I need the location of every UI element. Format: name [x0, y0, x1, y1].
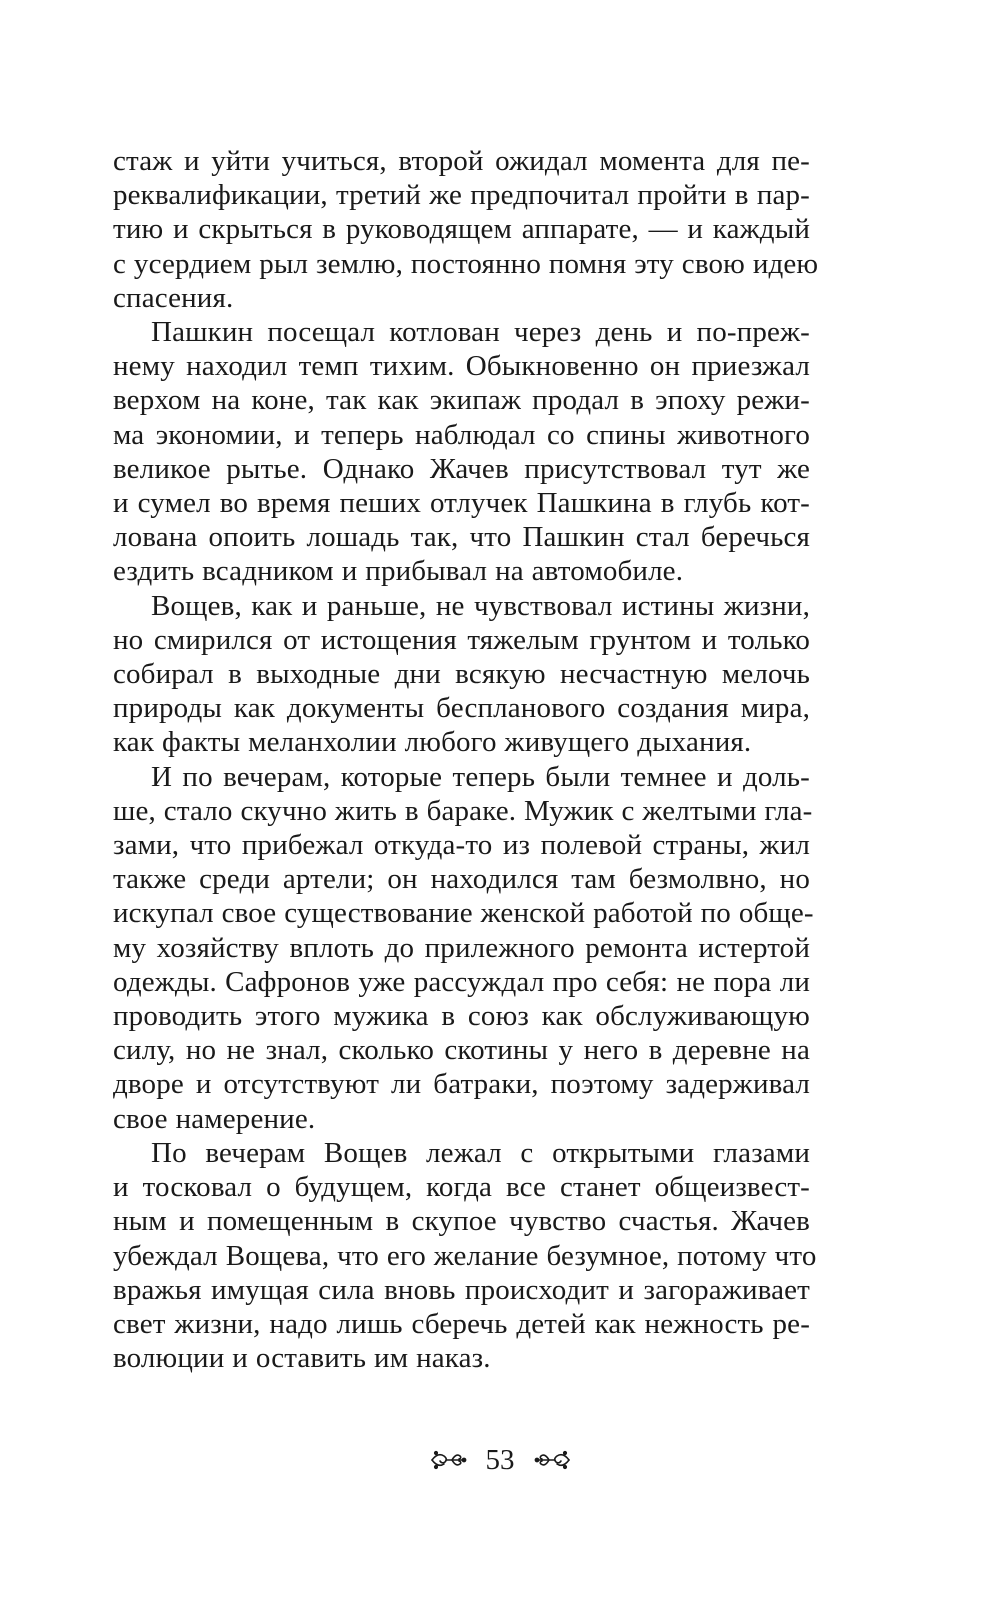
paragraph: [113, 315, 810, 589]
text-line: и тосковал о будущем, когда все станет общеизвест-: [113, 1171, 810, 1204]
page-footer: [0, 1440, 1000, 1480]
text-line: свет жизни, надо лишь сберечь детей как нежность ре-: [113, 1307, 810, 1340]
text-line: ездить всадником и прибывал на автомобиле.: [113, 555, 684, 588]
text-line: ным и помещенным в скупое чувство счастья. Жачев: [113, 1205, 810, 1238]
text-line: ше, стало скучно жить в бараке. Мужик с желтыми гла-: [113, 794, 813, 827]
fleuron-left-icon: [428, 1447, 468, 1473]
text-line: реквалификации, третий же предпочитал пройти в пар-: [113, 179, 810, 212]
paragraph: [113, 1136, 817, 1375]
text-line: также среди артели; он находился там безмолвно, но: [113, 863, 810, 896]
text-line: тию и скрыться в руководящем аппарате, — и каждый: [113, 213, 810, 246]
text-line: проводить этого мужика в союз как обслуживающую: [113, 1000, 810, 1033]
text-line: спасения.: [113, 281, 234, 314]
text-line: природы как документы беспланового создания мира,: [113, 692, 810, 725]
text-line: ма экономии, и теперь наблюдал со спины животного: [113, 418, 810, 451]
page-number: 53: [485, 1443, 515, 1476]
text-line: И по вечерам, которые теперь были темнее и доль-: [151, 760, 810, 793]
text-line: с усердием рыл землю, постоянно помня эту свою идею: [113, 247, 819, 280]
text-line: Пашкин посещал котлован через день и по-преж-: [151, 316, 810, 349]
text-line: зами, что прибежал откуда-то из полевой страны, жил: [113, 829, 810, 862]
text-line: лована опоить лошадь так, что Пашкин стал беречься: [113, 521, 810, 554]
text-line: нему находил темп тихим. Обыкновенно он приезжал: [113, 350, 810, 383]
fleuron-right-icon: [533, 1447, 573, 1473]
text-line: искупал свое существование женской работой по обще-: [113, 897, 814, 930]
text-line: и сумел во время пеших отлучек Пашкина в глубь кот-: [113, 487, 810, 520]
text-line: одежды. Сафронов уже рассуждал про себя: не пора ли: [113, 965, 810, 998]
text-line: собирал в выходные дни всякую несчастную мелочь: [113, 658, 810, 691]
text-line: дворе и отсутствуют ли батраки, поэтому задерживал: [113, 1068, 810, 1101]
text-line: свое намерение.: [113, 1102, 316, 1135]
text-line: силу, но не знал, сколько скотины у него в деревне на: [113, 1034, 810, 1067]
text-line: убеждал Вощева, что его желание безумное, потому что: [113, 1239, 817, 1272]
text-line: но смирился от истощения тяжелым грунтом и только: [113, 623, 810, 656]
text-line: Вощев, как и раньше, не чувствовал истины жизни,: [151, 589, 810, 622]
text-line: стаж и уйти учиться, второй ожидал момента для пе-: [113, 145, 810, 177]
text-line: как факты меланхолии любого живущего дыхания.: [113, 726, 752, 759]
text-line: верхом на коне, так как экипаж продал в эпоху режи-: [113, 384, 810, 417]
paragraph: [113, 589, 810, 760]
text-line: великое рытье. Однако Жачев присутствовал тут же: [113, 452, 810, 485]
text-line: вражья имущая сила вновь происходит и загораживает: [113, 1273, 810, 1306]
text-line: По вечерам Вощев лежал с открытыми глазами: [151, 1136, 810, 1169]
page-text: [113, 144, 819, 1375]
paragraph: [113, 760, 814, 1136]
text-line: волюции и оставить им наказ.: [113, 1342, 491, 1375]
text-line: му хозяйству вплоть до прилежного ремонта истертой: [113, 931, 810, 964]
paragraph: [113, 144, 819, 315]
